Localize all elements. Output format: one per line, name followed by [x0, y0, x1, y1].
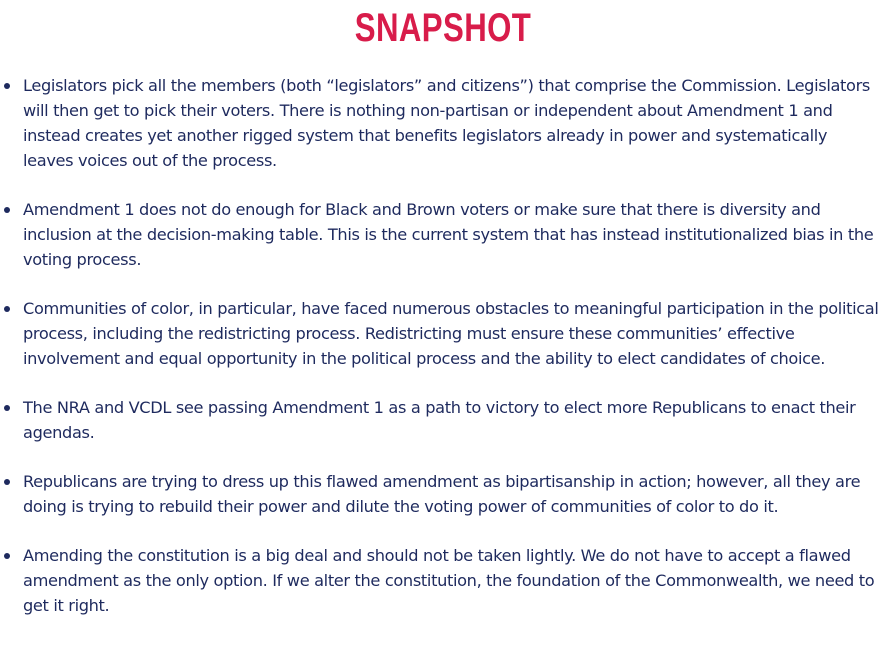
- bullet-dot-icon: [4, 479, 10, 485]
- bullet-text: Legislators pick all the members (both “legislators” and citizens”) that comprise the Commission. Legislators will then get to pick their voters. There is nothing non-partisan or independent about Amendment 1 and instead creates yet another rigged system that benefits legislators already in power and systematically leaves voices out of the process.: [23, 76, 870, 170]
- list-item: [0, 73, 886, 173]
- bullet-text: Amendment 1 does not do enough for Black and Brown voters or make sure that there is diversity and inclusion at the decision-making table. This is the current system that has instead institutionalized bias in the voting process.: [23, 200, 874, 269]
- bullet-text: The NRA and VCDL see passing Amendment 1 as a path to victory to elect more Republicans to enact their agendas.: [23, 398, 856, 442]
- bullet-dot-icon: [4, 83, 10, 89]
- bullet-text: Communities of color, in particular, have faced numerous obstacles to meaningful participation in the political process, including the redistricting process. Redistricting must ensure these communities’ effective involvement and equal opportunity in the political process and the ability to elect candidates of choice.: [23, 299, 879, 368]
- list-item: [0, 395, 886, 445]
- bullet-dot-icon: [4, 306, 10, 312]
- list-item: [0, 469, 886, 519]
- bullet-dot-icon: [4, 553, 10, 559]
- list-item: [0, 296, 886, 371]
- bullet-dot-icon: [4, 207, 10, 213]
- bullet-text: Republicans are trying to dress up this flawed amendment as bipartisanship in action; however, all they are doing is trying to rebuild their power and dilute the voting power of communities of color to do it.: [23, 472, 861, 516]
- page-title: SNAPSHOT: [354, 6, 532, 50]
- bullet-text: Amending the constitution is a big deal and should not be taken lightly. We do not have to accept a flawed amendment as the only option. If we alter the constitution, the foundation of the Commonwealth, we need to get it right.: [23, 546, 875, 615]
- list-item: [0, 197, 886, 272]
- list-item: [0, 543, 886, 618]
- bullet-dot-icon: [4, 405, 10, 411]
- bullet-list: [0, 73, 886, 642]
